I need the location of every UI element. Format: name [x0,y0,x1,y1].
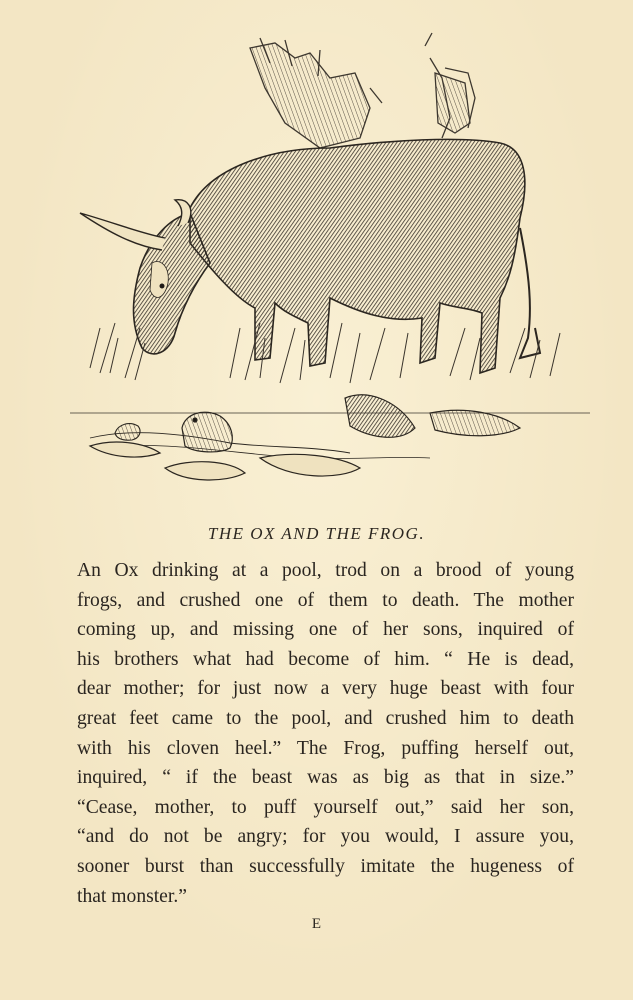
illustration-caption: THE OX AND THE FROG. [207,524,426,543]
text-line: that monster.” [77,885,187,907]
text-line: dear mother; for just now a very huge beast with four [77,678,574,700]
text-line: sooner burst than successfully imitate the hugeness of [77,855,574,877]
tree-stump [250,33,475,148]
signature-mark: E [311,916,322,932]
text-line: “and do not be angry; for you would, I assure you, [77,826,574,848]
text-line: his brothers what had become of him. “ He is dead, [77,648,574,670]
text-line: great feet came to the pool, and crushed him to death [77,707,574,729]
text-line: “Cease, mother, to puff yourself out,” said her son, [77,796,574,818]
text-line: frogs, and crushed one of them to death. The mother [77,589,574,611]
ox-and-frog-engraving [70,28,590,498]
text-line: inquired, “ if the beast was as big as that in size.” [77,767,574,789]
ox-figure [80,139,540,373]
fable-text [77,556,574,911]
text-line: with his cloven heel.” The Frog, puffing herself out, [77,737,574,759]
frog-large [182,412,232,452]
pool-and-rocks [90,395,520,480]
text-line: coming up, and missing one of her sons, inquired of [77,619,574,641]
text-line: An Ox drinking at a pool, trod on a brood of young [77,560,574,581]
frog-small [115,424,140,441]
